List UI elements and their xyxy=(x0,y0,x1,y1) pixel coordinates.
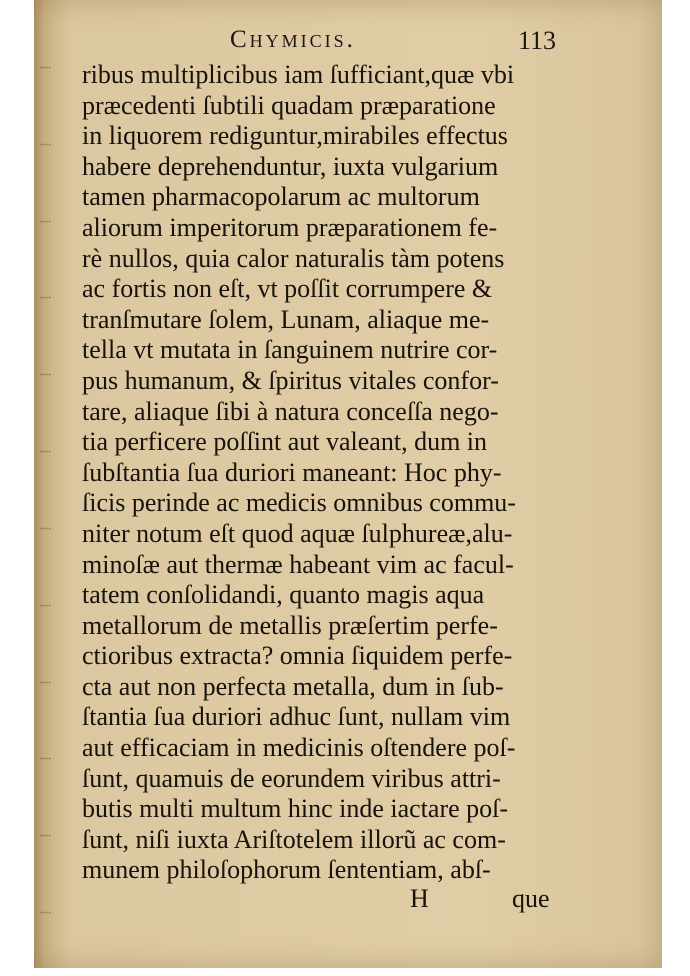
text-line: rè nullos, quia calor naturalis tàm potens xyxy=(82,243,505,273)
text-line: tranſmutare ſolem, Lunam, aliaque me- xyxy=(82,304,490,334)
text-line: ſubſtantia ſua duriori maneant: Hoc phy- xyxy=(82,457,502,487)
text-line: in liquorem rediguntur,mirabiles effectus xyxy=(82,121,508,151)
text-line: habere deprehenduntur, iuxta vulgarium xyxy=(82,151,499,181)
text-line: tamen pharmacopolarum ac multorum xyxy=(82,182,480,212)
page-footer xyxy=(34,884,662,918)
signature-mark: H xyxy=(410,884,429,913)
facing-page-bleed-through: ⁞ ⁞ ⁞ ⁞ ⁞ ⁞ ⁞ ⁞ ⁞ ⁞ ⁞ ⁞ xyxy=(36,65,55,915)
text-line: ſunt, niſi iuxta Ariſtotelem illorũ ac com- xyxy=(82,824,506,854)
text-line: aut efficaciam in medicinis oſtendere poſ- xyxy=(82,733,516,763)
text-line: metallorum de metallis præſertim perfe- xyxy=(82,610,498,640)
text-line: ſicis perinde ac medicis omnibus commu- xyxy=(82,488,516,518)
text-line: butis multi multum hinc inde iactare poſ- xyxy=(82,794,509,824)
text-line: munem philoſophorum ſententiam, abſ- xyxy=(82,855,491,885)
text-line: aliorum imperitorum præparationem fe- xyxy=(82,212,498,242)
text-line: minoſæ aut thermæ habeant vim ac facul- xyxy=(82,549,514,579)
running-head xyxy=(34,26,662,56)
text-line: ſunt, quamuis de eorundem viribus attri- xyxy=(82,763,501,793)
text-line: pus humanum, & ſpiritus vitales confor- xyxy=(82,365,499,395)
page-number: 113 xyxy=(518,26,557,55)
body-text xyxy=(82,60,552,886)
text-line: tatem conſolidandi, quanto magis aqua xyxy=(82,580,485,610)
text-line: ſtantia ſua duriori adhuc ſunt, nullam vim xyxy=(82,702,511,732)
text-line: præcedenti ſubtili quadam præparatione xyxy=(82,90,496,120)
text-line: cta aut non perfecta metalla, dum in ſub- xyxy=(82,671,504,701)
text-line: ctioribus extracta? omnia ſiquidem perfe- xyxy=(82,641,513,671)
book-page xyxy=(34,0,662,968)
text-line: tella vt mutata in ſanguinem nutrire cor- xyxy=(82,335,498,365)
text-line: ribus multiplicibus iam ſufficiant,quæ vbi xyxy=(82,60,515,89)
text-line: niter notum eſt quod aquæ ſulphureæ,alu- xyxy=(82,518,513,548)
running-title: Chymicis. xyxy=(230,26,356,53)
text-line: tare, aliaque ſibi à natura conceſſa nego- xyxy=(82,396,499,426)
catchword: que xyxy=(512,884,550,913)
text-line: tia perficere poſſint aut valeant, dum in xyxy=(82,427,488,457)
text-line: ac fortis non eſt, vt poſſit corrumpere & xyxy=(82,274,493,304)
